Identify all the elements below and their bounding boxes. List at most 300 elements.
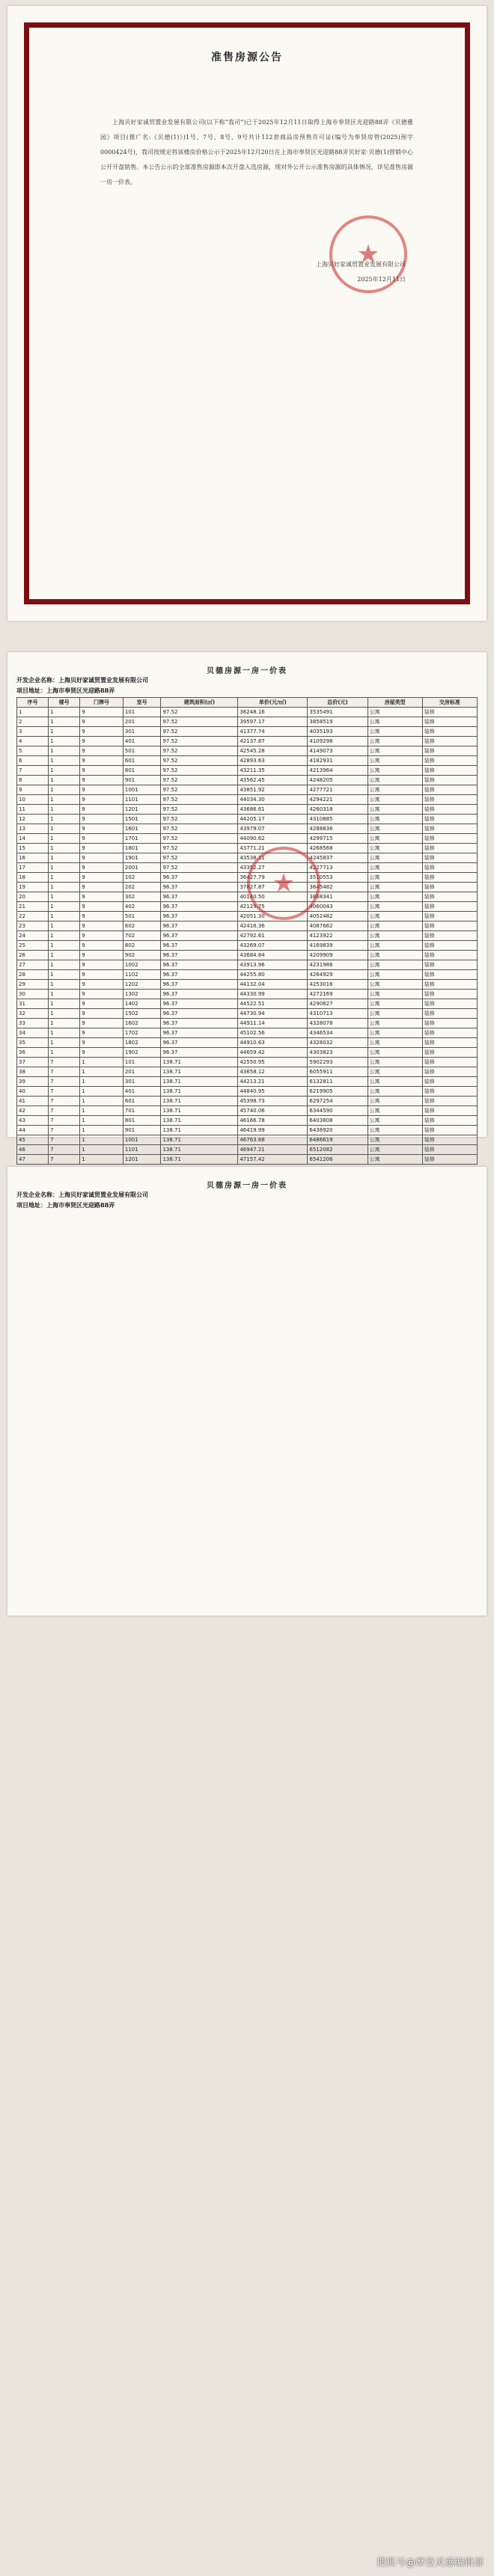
table-cell: 公寓 [368, 717, 422, 727]
table-row [17, 1126, 478, 1135]
table-cell: 6541206 [308, 1155, 368, 1165]
table-cell: 公寓 [368, 815, 422, 824]
table-cell: 装修 [422, 902, 477, 912]
price-sheet-page [7, 652, 487, 1162]
table-cell: 装修 [422, 912, 477, 921]
table-cell: 4245837 [308, 853, 368, 863]
table-cell: 装修 [422, 892, 477, 902]
table-cell: 42137.87 [238, 737, 308, 746]
column-header: 总价(元) [308, 698, 368, 708]
table-cell: 4182931 [308, 756, 368, 766]
table-cell: 3868341 [308, 892, 368, 902]
table-cell: 装修 [422, 805, 477, 815]
table-cell: 9 [80, 941, 124, 951]
table-cell: 装修 [422, 980, 477, 990]
table-cell: 公寓 [368, 1087, 422, 1097]
table-cell: 96.37 [161, 1028, 238, 1038]
table-cell: 4264929 [308, 970, 368, 980]
table-cell: 公寓 [368, 853, 422, 863]
announcement-date: 2025年12月11日 [357, 276, 406, 283]
table-cell: 7 [49, 1145, 80, 1155]
table-cell: 4109298 [308, 737, 368, 746]
column-header: 室号 [123, 698, 161, 708]
price-sheet-title-2: 贝德房源一房一价表 [207, 1182, 287, 1190]
table-cell: 801 [123, 766, 161, 776]
table-cell: 装修 [422, 1106, 477, 1116]
table-cell: 97.52 [161, 853, 238, 863]
table-cell: 1 [80, 1058, 124, 1067]
table-cell: 6219905 [308, 1087, 368, 1097]
table-cell: 3 [17, 727, 49, 737]
table-cell: 4169839 [308, 941, 368, 951]
table-cell: 3510553 [308, 873, 368, 883]
table-cell: 1801 [123, 844, 161, 853]
table-cell: 43538.11 [238, 853, 308, 863]
table-cell: 公寓 [368, 1135, 422, 1145]
table-cell: 201 [123, 717, 161, 727]
table-cell: 9 [17, 785, 49, 795]
table-cell: 601 [123, 1097, 161, 1106]
table-cell: 7 [49, 1097, 80, 1106]
table-cell: 1 [49, 990, 80, 999]
table-cell: 9 [80, 708, 124, 717]
table-cell: 97.52 [161, 785, 238, 795]
table-cell: 44910.63 [238, 1038, 308, 1048]
table-cell: 公寓 [368, 873, 422, 883]
table-cell: 装修 [422, 746, 477, 756]
table-cell: 1 [49, 873, 80, 883]
table-cell: 1 [49, 1019, 80, 1028]
table-cell: 公寓 [368, 951, 422, 960]
table-cell: 装修 [422, 999, 477, 1009]
table-row [17, 717, 478, 727]
table-cell: 装修 [422, 970, 477, 980]
table-row [17, 776, 478, 785]
table-cell: 9 [80, 970, 124, 980]
table-cell: 97.52 [161, 708, 238, 717]
table-cell: 46947.21 [238, 1145, 308, 1155]
table-cell: 3858519 [308, 717, 368, 727]
table-cell: 9 [80, 921, 124, 931]
table-row [17, 844, 478, 853]
table-cell: 96.37 [161, 892, 238, 902]
table-cell: 9 [80, 717, 124, 727]
table-cell: 10 [17, 795, 49, 805]
table-cell: 公寓 [368, 844, 422, 853]
table-cell: 44522.51 [238, 999, 308, 1009]
table-cell: 9 [80, 892, 124, 902]
table-cell: 装修 [422, 951, 477, 960]
developer-line-2: 开发企业名称：上海贝好家诚贸置业发展有限公司 [16, 1191, 148, 1198]
table-cell: 138.71 [161, 1077, 238, 1087]
column-header: 门牌号 [80, 698, 124, 708]
table-cell: 6512082 [308, 1145, 368, 1155]
table-cell: 9 [80, 1028, 124, 1038]
table-cell: 装修 [422, 921, 477, 931]
table-cell: 1 [49, 795, 80, 805]
table-cell: 9 [80, 815, 124, 824]
table-cell: 138.71 [161, 1067, 238, 1077]
table-cell: 138.71 [161, 1116, 238, 1126]
table-cell: 6438920 [308, 1126, 368, 1135]
table-cell: 6344590 [308, 1106, 368, 1116]
table-cell: 44213.21 [238, 1077, 308, 1087]
table-cell: 装修 [422, 727, 477, 737]
table-cell: 6 [17, 756, 49, 766]
table-cell: 4328032 [308, 1038, 368, 1048]
table-cell: 7 [49, 1155, 80, 1165]
table-cell: 装修 [422, 1048, 477, 1058]
table-cell: 46 [17, 1145, 49, 1155]
table-cell: 1 [80, 1077, 124, 1087]
table-cell: 1101 [123, 795, 161, 805]
table-cell: 公寓 [368, 999, 422, 1009]
column-header: 交房标准 [422, 698, 477, 708]
table-cell: 装修 [422, 1028, 477, 1038]
table-cell: 4272169 [308, 990, 368, 999]
table-cell: 装修 [422, 853, 477, 863]
table-cell: 96.37 [161, 951, 238, 960]
table-cell: 公寓 [368, 863, 422, 873]
table-cell: 1302 [123, 990, 161, 999]
table-cell: 9 [80, 1019, 124, 1028]
table-cell: 97.52 [161, 824, 238, 834]
table-cell: 9 [80, 853, 124, 863]
price-sheet-page-2 [7, 1167, 487, 1616]
table-cell: 9 [80, 863, 124, 873]
table-cell: 138.71 [161, 1155, 238, 1165]
table-cell: 9 [80, 951, 124, 960]
table-row [17, 805, 478, 815]
table-cell: 装修 [422, 834, 477, 844]
table-cell: 公寓 [368, 1116, 422, 1126]
table-cell: 9 [80, 776, 124, 785]
table-cell: 1 [49, 1048, 80, 1058]
table-row [17, 756, 478, 766]
table-cell: 9 [80, 727, 124, 737]
table-cell: 1 [17, 708, 49, 717]
table-cell: 装修 [422, 1077, 477, 1087]
table-cell: 9 [80, 805, 124, 815]
table-cell: 1 [80, 1116, 124, 1126]
table-cell: 301 [123, 727, 161, 737]
column-header: 建筑面积(㎡) [161, 698, 238, 708]
table-row [17, 1106, 478, 1116]
table-cell: 501 [123, 912, 161, 921]
table-cell: 公寓 [368, 1038, 422, 1048]
table-cell: 装修 [422, 1058, 477, 1067]
table-cell: 6403808 [308, 1116, 368, 1126]
table-cell: 201 [123, 1067, 161, 1077]
table-cell: 32 [17, 1009, 49, 1019]
table-cell: 装修 [422, 766, 477, 776]
table-row [17, 727, 478, 737]
table-cell: 1 [49, 776, 80, 785]
table-cell: 公寓 [368, 1058, 422, 1067]
table-cell: 公寓 [368, 883, 422, 892]
table-cell: 装修 [422, 1126, 477, 1135]
table-row [17, 834, 478, 844]
company-seal-stamp: ★ [329, 215, 407, 293]
table-cell: 9 [80, 766, 124, 776]
table-cell: 27 [17, 960, 49, 970]
table-cell: 1202 [123, 980, 161, 990]
table-cell: 13 [17, 824, 49, 834]
table-row [17, 892, 478, 902]
table-cell: 1 [49, 902, 80, 912]
table-cell: 1 [49, 892, 80, 902]
table-cell: 4035193 [308, 727, 368, 737]
table-cell: 97.52 [161, 746, 238, 756]
table-row [17, 1038, 478, 1048]
table-cell: 7 [49, 1126, 80, 1135]
column-header: 房屋类型 [368, 698, 422, 708]
table-cell: 96.37 [161, 902, 238, 912]
table-cell: 公寓 [368, 1019, 422, 1028]
table-cell: 1501 [123, 815, 161, 824]
table-cell: 装修 [422, 1135, 477, 1145]
table-cell: 45102.56 [238, 1028, 308, 1038]
table-cell: 4290627 [308, 999, 368, 1009]
table-cell: 装修 [422, 815, 477, 824]
table-cell: 装修 [422, 824, 477, 834]
table-cell: 8 [17, 776, 49, 785]
table-cell: 501 [123, 746, 161, 756]
table-cell: 1 [49, 717, 80, 727]
table-cell: 38 [17, 1067, 49, 1077]
table-cell: 30 [17, 990, 49, 999]
table-cell: 公寓 [368, 746, 422, 756]
table-cell: 装修 [422, 1038, 477, 1048]
table-cell: 97.52 [161, 863, 238, 873]
table-cell: 901 [123, 1126, 161, 1135]
table-cell: 4253016 [308, 980, 368, 990]
table-row [17, 1028, 478, 1038]
table-cell: 138.71 [161, 1106, 238, 1116]
table-row [17, 941, 478, 951]
table-row [17, 766, 478, 776]
table-cell: 1 [49, 1038, 80, 1048]
table-cell: 公寓 [368, 990, 422, 999]
table-cell: 公寓 [368, 902, 422, 912]
table-cell: 44330.99 [238, 990, 308, 999]
table-cell: 902 [123, 951, 161, 960]
table-cell: 装修 [422, 1155, 477, 1165]
table-cell: 41377.74 [238, 727, 308, 737]
table-cell: 24 [17, 931, 49, 941]
table-cell: 36427.79 [238, 873, 308, 883]
table-cell: 装修 [422, 863, 477, 873]
table-cell: 18 [17, 873, 49, 883]
table-cell: 1 [49, 746, 80, 756]
table-cell: 42416.36 [238, 921, 308, 931]
project-line: 项目地址：上海市奉贤区光迎路88弄 [16, 687, 115, 694]
table-cell: 1 [80, 1106, 124, 1116]
table-cell: 1502 [123, 1009, 161, 1019]
table-cell: 1 [49, 912, 80, 921]
table-cell: 公寓 [368, 737, 422, 746]
table-cell: 1 [80, 1155, 124, 1165]
table-row [17, 1116, 478, 1126]
table-cell: 9 [80, 960, 124, 970]
table-cell: 1 [49, 960, 80, 970]
table-cell: 4209909 [308, 951, 368, 960]
table-cell: 34 [17, 1028, 49, 1038]
table-cell: 96.37 [161, 980, 238, 990]
table-cell: 公寓 [368, 766, 422, 776]
table-cell: 97.52 [161, 727, 238, 737]
table-cell: 9 [80, 883, 124, 892]
table-cell: 31 [17, 999, 49, 1009]
table-cell: 96.37 [161, 883, 238, 892]
table-cell: 9 [80, 902, 124, 912]
table-cell: 9 [80, 1048, 124, 1058]
table-cell: 43658.12 [238, 1067, 308, 1077]
table-cell: 4231986 [308, 960, 368, 970]
table-cell: 1 [80, 1126, 124, 1135]
table-cell: 1 [49, 766, 80, 776]
table-cell: 22 [17, 912, 49, 921]
table-cell: 公寓 [368, 756, 422, 766]
table-row [17, 1087, 478, 1097]
table-cell: 1 [49, 941, 80, 951]
table-cell: 42129.75 [238, 902, 308, 912]
table-cell: 97.52 [161, 795, 238, 805]
table-cell: 96.37 [161, 873, 238, 883]
table-cell: 1 [49, 1028, 80, 1038]
table-cell: 公寓 [368, 892, 422, 902]
table-cell: 4227713 [308, 863, 368, 873]
announcement-sheet [7, 6, 487, 621]
table-cell: 96.37 [161, 1019, 238, 1028]
table-cell: 44 [17, 1126, 49, 1135]
table-cell: 97.52 [161, 844, 238, 853]
announcement-body: 上海贝好家诚贸置业发展有限公司(以下称“我司”)已于2025年12月11日取得上海市奉贤区光迎路88弄《贝德雅园》项目(推广名:《贝德(1)》)1号、7号、8号、9号共计112套商品房预售许可证(编号为奉贤房管(2025)预字0000424号)，我司按规定将该楼房价格公示于2025年12月20日在上海市奉贤区光迎路88弄贝好家·贝德(1)营销中心公开开盘销售。本公告公示的全部准售房源即本次开盘入选房源，现对外公开公示准售房源的具体情况，详见准售房源一房一价表。 [100, 119, 413, 185]
table-cell: 42893.63 [238, 756, 308, 766]
table-row [17, 708, 478, 717]
table-cell: 47 [17, 1155, 49, 1165]
table-row [17, 1009, 478, 1019]
table-cell: 1201 [123, 1155, 161, 1165]
table-cell: 42792.61 [238, 931, 308, 941]
table-cell: 9 [80, 990, 124, 999]
table-cell: 41 [17, 1097, 49, 1106]
table-cell: 1402 [123, 999, 161, 1009]
table-cell: 7 [17, 766, 49, 776]
table-cell: 装修 [422, 844, 477, 853]
table-cell: 公寓 [368, 776, 422, 785]
table-cell: 9 [80, 737, 124, 746]
table-cell: 7 [49, 1058, 80, 1067]
announcement-border [24, 22, 470, 604]
table-cell: 7 [49, 1106, 80, 1116]
table-cell: 4328078 [308, 1019, 368, 1028]
table-cell: 公寓 [368, 1145, 422, 1155]
table-cell: 公寓 [368, 834, 422, 844]
table-cell: 9 [80, 795, 124, 805]
table-cell: 1 [49, 970, 80, 980]
table-cell: 42051.30 [238, 912, 308, 921]
table-cell: 46419.99 [238, 1126, 308, 1135]
table-cell: 装修 [422, 1145, 477, 1155]
table-cell: 14 [17, 834, 49, 844]
table-cell: 96.37 [161, 970, 238, 980]
table-cell: 1 [49, 980, 80, 990]
table-cell: 96.37 [161, 912, 238, 921]
table-cell: 96.37 [161, 921, 238, 931]
table-cell: 7 [49, 1067, 80, 1077]
table-cell: 402 [123, 902, 161, 912]
table-cell: 9 [80, 873, 124, 883]
table-cell: 1601 [123, 824, 161, 834]
table-row [17, 873, 478, 883]
table-cell: 40140.50 [238, 892, 308, 902]
table-cell: 装修 [422, 883, 477, 892]
table-row [17, 912, 478, 921]
table-cell: 96.37 [161, 1009, 238, 1019]
table-cell: 9 [80, 756, 124, 766]
table-cell: 45740.06 [238, 1106, 308, 1116]
table-cell: 97.52 [161, 815, 238, 824]
table-cell: 1 [80, 1097, 124, 1106]
table-cell: 装修 [422, 785, 477, 795]
table-cell: 公寓 [368, 727, 422, 737]
table-cell: 96.37 [161, 990, 238, 999]
table-cell: 1 [49, 844, 80, 853]
table-row [17, 815, 478, 824]
table-row [17, 1048, 478, 1058]
table-cell: 102 [123, 873, 161, 883]
table-cell: 12 [17, 815, 49, 824]
table-cell: 4294221 [308, 795, 368, 805]
table-cell: 4149073 [308, 746, 368, 756]
table-cell: 9 [80, 1038, 124, 1048]
table-cell: 96.37 [161, 941, 238, 951]
table-cell: 9 [80, 1009, 124, 1019]
table-cell: 1 [49, 785, 80, 795]
table-cell: 97.52 [161, 776, 238, 785]
table-cell: 37 [17, 1058, 49, 1067]
table-cell: 9 [80, 844, 124, 853]
table-cell: 36 [17, 1048, 49, 1058]
table-row [17, 999, 478, 1009]
table-cell: 1 [80, 1145, 124, 1155]
table-cell: 1 [49, 805, 80, 815]
table-row [17, 990, 478, 999]
table-cell: 43 [17, 1116, 49, 1126]
table-cell: 装修 [422, 708, 477, 717]
table-cell: 6055911 [308, 1067, 368, 1077]
table-cell: 4213964 [308, 766, 368, 776]
table-cell: 401 [123, 737, 161, 746]
table-cell: 4310885 [308, 815, 368, 824]
table-cell: 1 [80, 1135, 124, 1145]
table-cell: 装修 [422, 873, 477, 883]
table-cell: 45398.73 [238, 1097, 308, 1106]
table-row [17, 1058, 478, 1067]
table-cell: 装修 [422, 795, 477, 805]
table-cell: 2001 [123, 863, 161, 873]
table-cell: 公寓 [368, 805, 422, 815]
table-cell: 4052482 [308, 912, 368, 921]
table-cell: 19 [17, 883, 49, 892]
table-cell: 1001 [123, 785, 161, 795]
table-cell: 37827.87 [238, 883, 308, 892]
table-cell: 702 [123, 931, 161, 941]
table-cell: 28 [17, 970, 49, 980]
table-cell: 46166.78 [238, 1116, 308, 1126]
table-cell: 97.52 [161, 717, 238, 727]
